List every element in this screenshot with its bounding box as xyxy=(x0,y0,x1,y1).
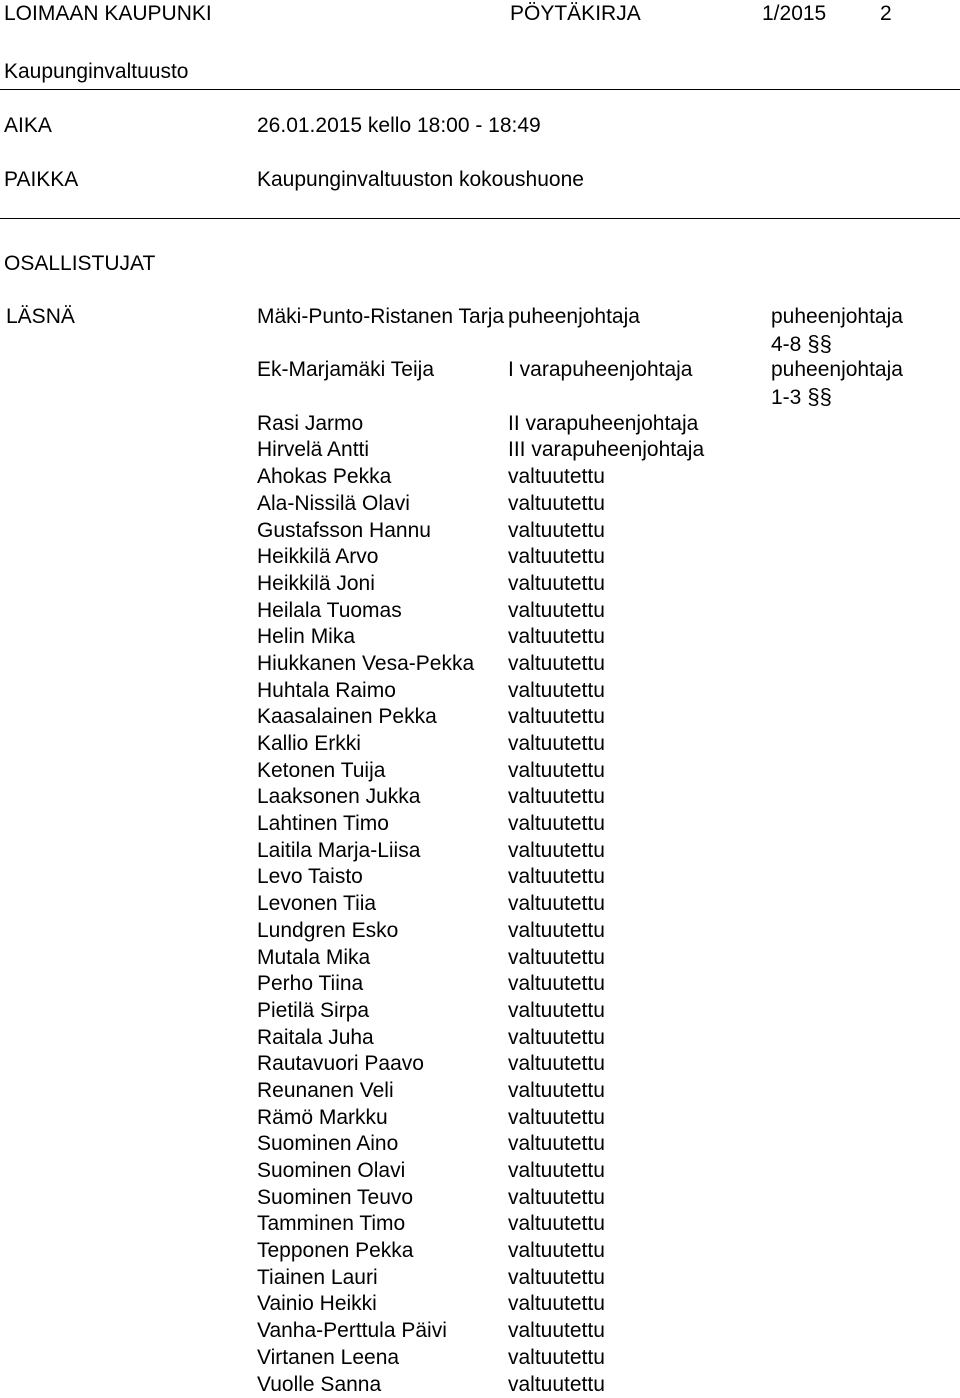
page-number: 2 xyxy=(880,2,892,25)
attendee-name: Vainio Heikki xyxy=(257,1292,377,1316)
attendee-name: Heikkilä Joni xyxy=(257,571,375,595)
attendee-name: Rasi Jarmo xyxy=(257,411,364,435)
attendee-role: valtuutettu xyxy=(508,1105,605,1129)
attendee-list xyxy=(0,304,960,1398)
attendee-role: valtuutettu xyxy=(508,705,605,729)
attendee-row xyxy=(0,571,960,598)
attendee-role: valtuutettu xyxy=(508,1292,605,1316)
attendee-role: valtuutettu xyxy=(508,1185,605,1209)
attendee-row xyxy=(0,1318,960,1345)
attendee-name: Laaksonen Jukka xyxy=(257,785,421,809)
attendee-name: Hirvelä Antti xyxy=(257,438,370,462)
attendee-row xyxy=(0,437,960,464)
attendee-name: Laitila Marja-Liisa xyxy=(257,838,421,862)
attendee-role: valtuutettu xyxy=(508,918,605,942)
header-divider xyxy=(0,89,960,90)
chair-note-sections xyxy=(771,331,931,359)
attendee-name: Huhtala Raimo xyxy=(257,678,396,702)
attendee-role: valtuutettu xyxy=(508,998,605,1022)
attendee-name: Reunanen Veli xyxy=(257,1078,394,1102)
chair-note-range: 1-3 xyxy=(771,386,802,410)
attendee-row xyxy=(0,491,960,518)
attendee-name: Gustafsson Hannu xyxy=(257,518,431,542)
attendee-name: Tepponen Pekka xyxy=(257,1239,414,1263)
attendee-role: valtuutettu xyxy=(508,732,605,756)
attendee-row xyxy=(0,651,960,678)
attendee-name: Virtanen Leena xyxy=(257,1345,400,1369)
attendee-row xyxy=(0,544,960,571)
attendee-role: valtuutettu xyxy=(508,838,605,862)
attendee-name: Hiukkanen Vesa-Pekka xyxy=(257,651,475,675)
attendee-name: Kaasalainen Pekka xyxy=(257,705,437,729)
attendee-row xyxy=(0,1078,960,1105)
attendee-role: valtuutettu xyxy=(508,1372,605,1396)
place-label: PAIKKA xyxy=(4,168,79,191)
attendee-role: valtuutettu xyxy=(508,1159,605,1183)
attendee-name: Tiainen Lauri xyxy=(257,1265,378,1289)
attendee-role: II varapuheenjohtaja xyxy=(508,411,699,435)
attendee-role: valtuutettu xyxy=(508,1239,605,1263)
attendee-name: Rautavuori Paavo xyxy=(257,1052,424,1076)
attendee-role: valtuutettu xyxy=(508,545,605,569)
attendee-row xyxy=(0,1345,960,1372)
attendee-row xyxy=(0,624,960,651)
attendee-role: valtuutettu xyxy=(508,785,605,809)
attendee-row xyxy=(0,971,960,998)
attendee-name: Mäki-Punto-Ristanen Tarja xyxy=(257,305,505,328)
details-divider xyxy=(0,218,960,219)
attendee-role: valtuutettu xyxy=(508,892,605,916)
attendee-name: Perho Tiina xyxy=(257,972,364,996)
chair-note-range: 4-8 xyxy=(771,332,802,356)
attendee-role: valtuutettu xyxy=(508,1078,605,1102)
attendee-row xyxy=(0,731,960,758)
attendee-row xyxy=(0,304,960,357)
attendee-role: valtuutettu xyxy=(508,571,605,595)
attendee-role: valtuutettu xyxy=(508,1319,605,1343)
attendee-row xyxy=(0,945,960,972)
attendee-role: valtuutettu xyxy=(508,1265,605,1289)
chair-note-sections xyxy=(771,384,931,412)
chair-note-role: puheenjohtaja xyxy=(771,305,903,328)
attendee-row xyxy=(0,518,960,545)
attendee-row xyxy=(0,598,960,625)
attendee-role: valtuutettu xyxy=(508,812,605,836)
attendee-row xyxy=(0,998,960,1025)
attendee-role: puheenjohtaja xyxy=(508,305,640,328)
section-sign-icon: §§ xyxy=(807,330,832,356)
attendee-name: Pietilä Sirpa xyxy=(257,998,370,1022)
attendee-row xyxy=(0,918,960,945)
attendee-name: Suominen Aino xyxy=(257,1132,399,1156)
attendee-name: Levo Taisto xyxy=(257,865,363,889)
attendee-row xyxy=(0,811,960,838)
attendee-row xyxy=(0,758,960,785)
section-sign-icon: §§ xyxy=(807,384,832,410)
attendee-name: Mutala Mika xyxy=(257,945,371,969)
attendee-role: valtuutettu xyxy=(508,465,605,489)
attendee-row xyxy=(0,704,960,731)
attendee-role: valtuutettu xyxy=(508,1212,605,1236)
attendee-name: Kallio Erkki xyxy=(257,732,361,756)
attendee-row xyxy=(0,357,960,410)
attendee-role: valtuutettu xyxy=(508,491,605,515)
attendee-row xyxy=(0,1185,960,1212)
attendee-row xyxy=(0,1211,960,1238)
attendee-role: valtuutettu xyxy=(508,1025,605,1049)
attendee-chair-note xyxy=(771,304,931,358)
attendee-row xyxy=(0,1372,960,1398)
attendee-row xyxy=(0,1131,960,1158)
time-label: AIKA xyxy=(4,114,52,137)
time-value: 26.01.2015 kello 18:00 - 18:49 xyxy=(257,114,541,137)
attendee-name: Vanha-Perttula Päivi xyxy=(257,1319,447,1343)
attendee-name: Heilala Tuomas xyxy=(257,598,402,622)
attendee-row xyxy=(0,864,960,891)
attendee-row xyxy=(0,1238,960,1265)
attendee-name: Heikkilä Arvo xyxy=(257,545,379,569)
attendee-role: valtuutettu xyxy=(508,1052,605,1076)
attendee-row xyxy=(0,1291,960,1318)
attendee-role: valtuutettu xyxy=(508,1345,605,1369)
document-type: PÖYTÄKIRJA xyxy=(510,2,641,25)
attendee-name: Levonen Tiia xyxy=(257,892,377,916)
attendee-role: I varapuheenjohtaja xyxy=(508,358,693,382)
organization-name: LOIMAAN KAUPUNKI xyxy=(4,2,212,25)
attendee-name: Raitala Juha xyxy=(257,1025,374,1049)
attendee-name: Lundgren Esko xyxy=(257,918,399,942)
attendee-role: valtuutettu xyxy=(508,865,605,889)
attendee-role: valtuutettu xyxy=(508,972,605,996)
attendee-role: valtuutettu xyxy=(508,651,605,675)
attendee-row xyxy=(0,464,960,491)
governing-body: Kaupunginvaltuusto xyxy=(4,60,189,83)
attendee-name: Helin Mika xyxy=(257,625,356,649)
attendee-row xyxy=(0,1158,960,1185)
attendee-row xyxy=(0,784,960,811)
attendee-role: valtuutettu xyxy=(508,678,605,702)
attendee-role: valtuutettu xyxy=(508,945,605,969)
attendee-name: Lahtinen Timo xyxy=(257,812,389,836)
attendee-row xyxy=(0,838,960,865)
attendee-row xyxy=(0,1105,960,1132)
attendee-name: Suominen Olavi xyxy=(257,1159,406,1183)
attendee-role: valtuutettu xyxy=(508,625,605,649)
attendee-role: valtuutettu xyxy=(508,518,605,542)
attendee-row xyxy=(0,1051,960,1078)
place-value: Kaupunginvaltuuston kokoushuone xyxy=(257,168,584,191)
attendee-role: valtuutettu xyxy=(508,1132,605,1156)
attendee-name: Ketonen Tuija xyxy=(257,758,386,782)
attendee-row xyxy=(0,1025,960,1052)
present-label: LÄSNÄ xyxy=(6,305,75,328)
attendee-row xyxy=(0,411,960,438)
attendee-name: Rämö Markku xyxy=(257,1105,388,1129)
attendee-name: Suominen Teuvo xyxy=(257,1185,414,1209)
attendee-name: Vuolle Sanna xyxy=(257,1372,382,1396)
attendee-name: Tamminen Timo xyxy=(257,1212,406,1236)
participants-heading: OSALLISTUJAT xyxy=(4,252,156,275)
attendee-role: III varapuheenjohtaja xyxy=(508,438,705,462)
chair-note-role: puheenjohtaja xyxy=(771,358,903,382)
attendee-name: Ahokas Pekka xyxy=(257,465,392,489)
attendee-name: Ek-Marjamäki Teija xyxy=(257,358,434,382)
attendee-chair-note xyxy=(771,357,931,411)
attendee-row xyxy=(0,891,960,918)
attendee-row xyxy=(0,1265,960,1292)
attendee-name: Ala-Nissilä Olavi xyxy=(257,491,410,515)
attendee-role: valtuutettu xyxy=(508,598,605,622)
attendee-role: valtuutettu xyxy=(508,758,605,782)
document-number: 1/2015 xyxy=(762,2,827,25)
attendee-row xyxy=(0,678,960,705)
